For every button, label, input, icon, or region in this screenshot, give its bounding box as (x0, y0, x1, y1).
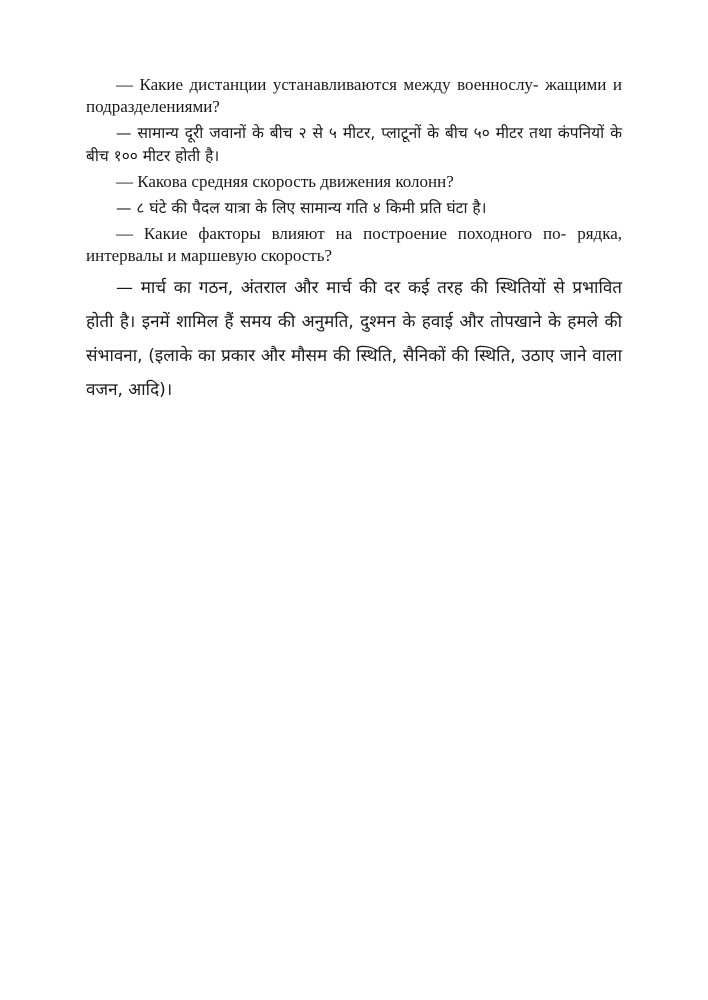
question-factors-text: — Какие факторы влияют на построение походного по- рядка, интервалы и маршевую скорость? (86, 224, 622, 265)
answer-factors (86, 271, 622, 407)
question-distances (86, 74, 622, 118)
answer-speed (86, 197, 622, 220)
answer-distances (86, 122, 622, 168)
question-speed-text: — Какова средняя скорость движения колонн? (116, 172, 454, 191)
question-speed (86, 171, 622, 193)
dialogue-text-block (86, 74, 622, 407)
question-distances-text: — Какие дистанции устанавливаются между военнослу- жащими и подразделениями? (86, 75, 622, 116)
question-factors (86, 223, 622, 267)
answer-distances-text: — सामान्य दूरी जवानों के बीच २ से ५ मीटर, प्लाटूनों के बीच ५० मीटर तथा कंपनियों के बीच १०० मीटर होती है। (86, 124, 622, 165)
answer-factors-text: — मार्च का गठन, अंतराल और मार्च की दर कई तरह की स्थितियों से प्रभावित होती है। इनमें शामिल हैं समय की अनुमति, दुश्मन के हवाई और तोपखाने के हमले की संभावना, (इलाके का प्रकार और मौसम की स्थिति, सैनिकों की स्थिति, उठाए जाने वाला वजन, आदि)। (86, 278, 622, 400)
answer-speed-text: — ८ घंटे की पैदल यात्रा के लिए सामान्य गति ४ किमी प्रति घंटा है। (116, 199, 487, 217)
